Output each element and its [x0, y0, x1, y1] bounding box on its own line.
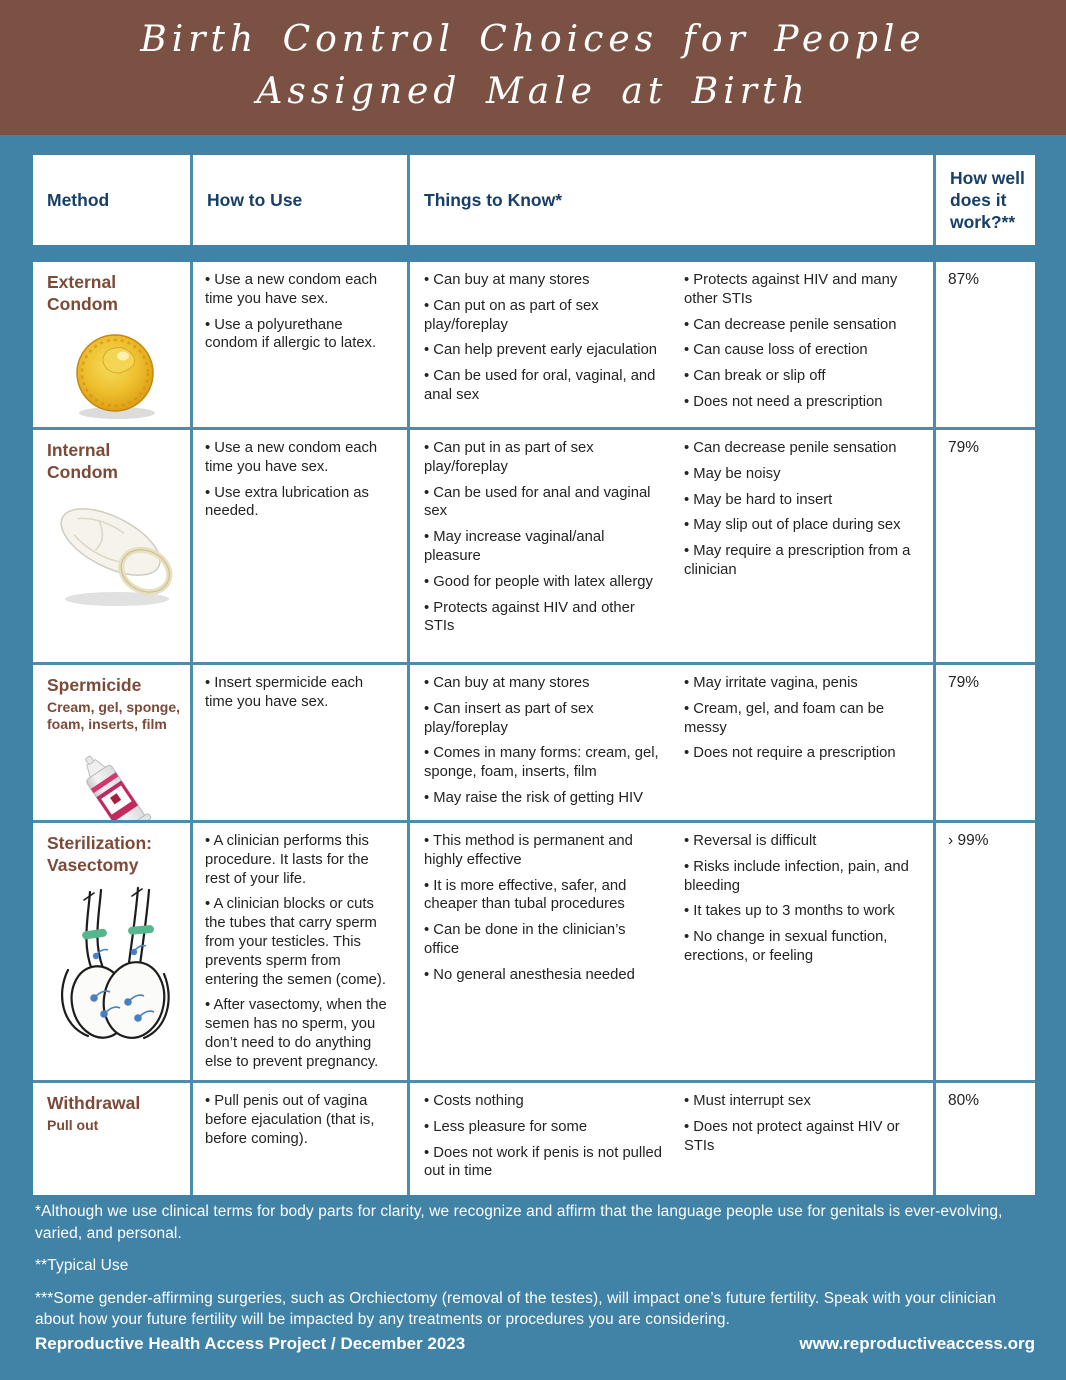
things-to-know-column-1	[424, 674, 662, 812]
bullet-item: • Does not work if penis is not pulled out in time	[424, 1144, 662, 1180]
bullet-item: • Protects against HIV and other STIs	[424, 599, 635, 635]
table-row	[33, 665, 1035, 820]
effectiveness-cell	[936, 430, 1035, 662]
bullet-item: • Can break or slip off	[684, 368, 826, 385]
bullet-item: • Can put in as part of sex play/foreplay	[424, 440, 594, 475]
effectiveness-cell	[936, 1083, 1035, 1195]
footnote-clinical-terms: *Although we use clinical terms for body parts for clarity, we recognize and affirm that the language people use for genitals is ever-evolving, varied, and personal.	[35, 1203, 1003, 1242]
things-to-know-column-2	[684, 271, 919, 419]
footnote-typical-use: **Typical Use	[35, 1257, 129, 1274]
how-to-use-cell	[193, 1083, 407, 1195]
bullet-item: • Does not protect against HIV or STIs	[684, 1118, 900, 1154]
how-to-use-cell	[193, 665, 407, 820]
things-to-know-column-1	[424, 271, 662, 419]
bullet-item: • Use extra lubrication as needed.	[205, 484, 369, 520]
bullet-item: • Can decrease penile sensation	[684, 440, 897, 456]
bullet-item: • Cream, gel, and foam can be messy	[684, 700, 885, 736]
column-header-label: How to Use	[207, 190, 303, 210]
bullet-item: • No general anesthesia needed	[424, 966, 635, 983]
bullet-item: • This method is permanent and highly effective	[424, 833, 633, 868]
bullet-item: • Can be done in the clinician’s office	[424, 922, 626, 957]
method-name: External Condom	[47, 272, 118, 314]
things-to-know-cell	[410, 430, 933, 662]
method-cell	[33, 823, 190, 1080]
bullet-item: • Use a new condom each time you have sex.	[205, 440, 378, 475]
bullet-item: • Can cause loss of erection	[684, 342, 868, 359]
bullet-item: • Good for people with latex allergy	[424, 573, 653, 590]
column-header-method	[33, 155, 190, 245]
external-condom	[47, 325, 182, 426]
bullet-item: • Can put on as part of sex play/foreplay	[424, 297, 599, 333]
internal-condom	[47, 493, 182, 616]
how-to-use-cell	[193, 823, 407, 1080]
effectiveness-value: › 99%	[948, 832, 989, 849]
bullet-item: • No change in sexual function, erections, or feeling	[684, 929, 888, 964]
things-to-know-column-2	[684, 832, 919, 1072]
effectiveness-value: 79%	[948, 674, 980, 691]
bullet-item: • Can buy at many stores	[424, 272, 590, 288]
bullet-item: • Use a new condom each time you have sex.	[205, 272, 378, 307]
method-subtitle: Pull out	[47, 1117, 99, 1133]
bullet-item: • Can be used for oral, vaginal, and anal sex	[424, 368, 656, 403]
bullet-item: • Less pleasure for some	[424, 1118, 588, 1135]
bullet-item: • Reversal is difficult	[684, 833, 817, 849]
bullet-item: • May increase vaginal/anal pleasure	[424, 529, 605, 564]
footnotes	[35, 1201, 1035, 1342]
bullet-item: • Risks include infection, pain, and bleeding	[684, 858, 909, 894]
how-to-use-cell	[193, 430, 407, 662]
bullet-item: • Pull penis out of vagina before ejaculation (that is, before coming).	[205, 1093, 375, 1147]
bullet-item: • May be hard to insert	[684, 491, 833, 508]
bullet-item: • May be noisy	[684, 465, 781, 482]
table-row	[33, 430, 1035, 662]
vasectomy-diagram	[54, 886, 176, 1044]
method-cell	[33, 665, 190, 820]
title-line-1: Birth Control Choices for People	[140, 19, 926, 60]
footnote-gender-affirming: ***Some gender-affirming surgeries, such as Orchiectomy (removal of the testes), will impact one’s future fertility. Speak with your clinician about how your future fertility will be impacted by any treatments or procedures you are considering.	[35, 1289, 996, 1328]
method-name: Internal Condom	[47, 440, 118, 482]
method-cell	[33, 430, 190, 662]
things-to-know-column-2	[684, 674, 919, 812]
things-to-know-column-1	[424, 439, 662, 654]
footer-bar	[35, 1334, 1035, 1354]
column-header-label: Method	[47, 190, 110, 210]
things-to-know-column-2	[684, 1092, 919, 1187]
page-title	[0, 0, 1066, 118]
method-name: Sterilization: Vasectomy	[47, 833, 153, 875]
bullet-item: • Must interrupt sex	[684, 1093, 811, 1109]
things-to-know-cell	[410, 665, 933, 820]
table-row	[33, 262, 1035, 427]
effectiveness-value: 80%	[948, 1092, 980, 1109]
bullet-item: • Protects against HIV and many other STIs	[684, 272, 898, 307]
things-to-know-cell	[410, 823, 933, 1080]
bullet-item: • A clinician blocks or cuts the tubes that carry sperm from your testicles. This prevents sperm from entering the semen (come).	[205, 896, 386, 988]
bullet-item: • Can buy at many stores	[424, 675, 590, 691]
effectiveness-cell	[936, 262, 1035, 427]
column-header-effectiveness	[936, 155, 1035, 245]
bullet-item: • It takes up to 3 months to work	[684, 903, 895, 920]
bullet-item: • Does not require a prescription	[684, 745, 896, 762]
effectiveness-value: 79%	[948, 439, 980, 456]
things-to-know-cell	[410, 1083, 933, 1195]
bullet-item: • Can be used for anal and vaginal sex	[424, 484, 651, 520]
effectiveness-cell	[936, 823, 1035, 1080]
bullet-item: • It is more effective, safer, and cheaper than tubal procedures	[424, 877, 627, 913]
bullet-item: • Does not need a prescription	[684, 393, 883, 410]
bullet-item: • Can decrease penile sensation	[684, 316, 897, 333]
things-to-know-column-2	[684, 439, 919, 654]
internal-condom-photo	[47, 493, 183, 611]
column-header-label: How well does it work?**	[950, 168, 1025, 232]
bullet-item: • May require a prescription from a clinician	[684, 543, 911, 578]
method-name: Withdrawal	[47, 1093, 141, 1113]
bullet-item: • Comes in many forms: cream, gel, sponge, foam, inserts, film	[424, 745, 659, 781]
bullet-item: • May raise the risk of getting HIV	[424, 789, 643, 806]
bullet-item: • Can help prevent early ejaculation	[424, 342, 658, 359]
table-header-row	[33, 155, 1035, 245]
bullet-item: • Use a polyurethane condom if allergic to latex.	[205, 316, 377, 352]
things-to-know-column-1	[424, 832, 662, 1072]
column-header-things-to-know	[410, 155, 933, 245]
how-to-use-cell	[193, 262, 407, 427]
column-header-how-to-use	[193, 155, 407, 245]
footer-organization: Reproductive Health Access Project / December 2023	[35, 1334, 466, 1353]
spermicide-photo	[60, 743, 170, 820]
bullet-item: • Insert spermicide each time you have sex.	[205, 675, 364, 710]
bullet-item: • A clinician performs this procedure. It lasts for the rest of your life.	[205, 833, 369, 887]
title-banner	[0, 0, 1066, 135]
table-row	[33, 823, 1035, 1080]
things-to-know-column-1	[424, 1092, 662, 1187]
method-cell	[33, 1083, 190, 1195]
table-body	[33, 262, 1035, 1195]
bullet-item: • May irritate vagina, penis	[684, 675, 858, 691]
spermicide-tube	[47, 743, 182, 820]
bullet-item: • Can insert as part of sex play/foreplay	[424, 700, 594, 736]
things-to-know-cell	[410, 262, 933, 427]
external-condom-photo	[63, 325, 167, 421]
method-cell	[33, 262, 190, 427]
bullet-item: • May slip out of place during sex	[684, 517, 901, 534]
bullet-item: • After vasectomy, when the semen has no sperm, you don’t need to do anything else to prevent pregnancy.	[205, 997, 387, 1070]
effectiveness-value: 87%	[948, 271, 980, 288]
table-row	[33, 1083, 1035, 1195]
bullet-item: • Costs nothing	[424, 1093, 524, 1109]
footer-website: www.reproductiveaccess.org	[799, 1334, 1035, 1353]
method-subtitle: Cream, gel, sponge, foam, inserts, film	[47, 699, 181, 732]
column-header-label: Things to Know*	[424, 190, 563, 210]
vasectomy-diagram	[47, 886, 182, 1049]
method-name: Spermicide	[47, 675, 142, 695]
title-line-2: Assigned Male at Birth	[256, 71, 810, 112]
effectiveness-cell	[936, 665, 1035, 820]
